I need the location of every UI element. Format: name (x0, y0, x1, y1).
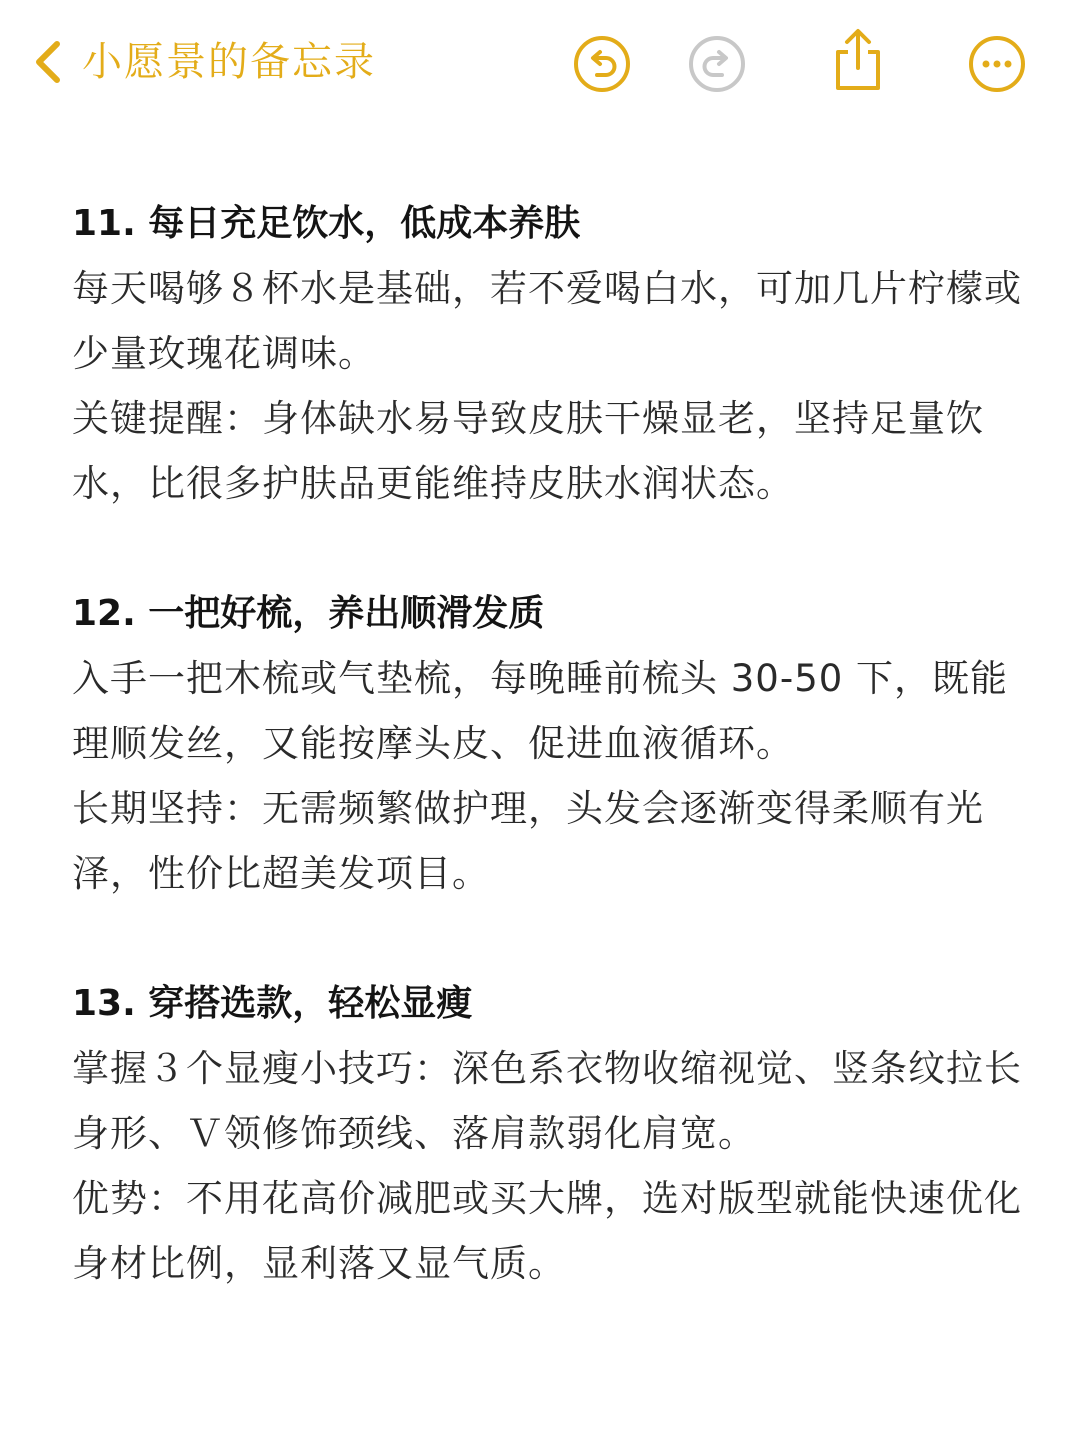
section-paragraph: 关键提醒：身体缺水易导致皮肤干燥显老，坚持足量饮水，比很多护肤品更能维持皮肤水润状态。 (72, 397, 984, 505)
redo-button[interactable] (687, 34, 747, 94)
section-paragraph: 优势：不用花高价减肥或买大牌，选对版型就能快速优化身材比例，显利落又显气质。 (72, 1177, 1022, 1285)
back-label: 小愿景的备忘录 (82, 39, 376, 85)
chevron-left-icon (28, 34, 68, 90)
undo-icon (572, 34, 632, 94)
note-body[interactable] (72, 194, 1022, 1364)
share-icon (828, 28, 888, 92)
more-icon (967, 34, 1027, 94)
section-title: 11. 每日充足饮水，低成本养肤 (72, 203, 581, 244)
back-button[interactable] (28, 32, 376, 92)
note-section-13 (72, 974, 1022, 1296)
note-section-12 (72, 584, 1022, 906)
more-button[interactable] (967, 34, 1027, 94)
section-paragraph: 掌握３个显瘦小技巧：深色系衣物收缩视觉、竖条纹拉长身形、Ｖ领修饰颈线、落肩款弱化肩宽。 (72, 1047, 1022, 1155)
section-title: 13. 穿搭选款，轻松显瘦 (72, 983, 473, 1024)
undo-button[interactable] (572, 34, 632, 94)
navigation-bar (0, 0, 1080, 125)
section-title: 12. 一把好梳，养出顺滑发质 (72, 593, 545, 634)
note-section-11 (72, 194, 1022, 516)
section-paragraph: 每天喝够８杯水是基础，若不爱喝白水，可加几片柠檬或少量玫瑰花调味。 (72, 267, 1022, 375)
section-paragraph: 长期坚持：无需频繁做护理，头发会逐渐变得柔顺有光泽，性价比超美发项目。 (72, 787, 984, 895)
share-button[interactable] (828, 28, 888, 92)
redo-icon (687, 34, 747, 94)
section-paragraph: 入手一把木梳或气垫梳，每晚睡前梳头 30-50 下，既能理顺发丝，又能按摩头皮、促进血液循环。 (72, 657, 1009, 765)
